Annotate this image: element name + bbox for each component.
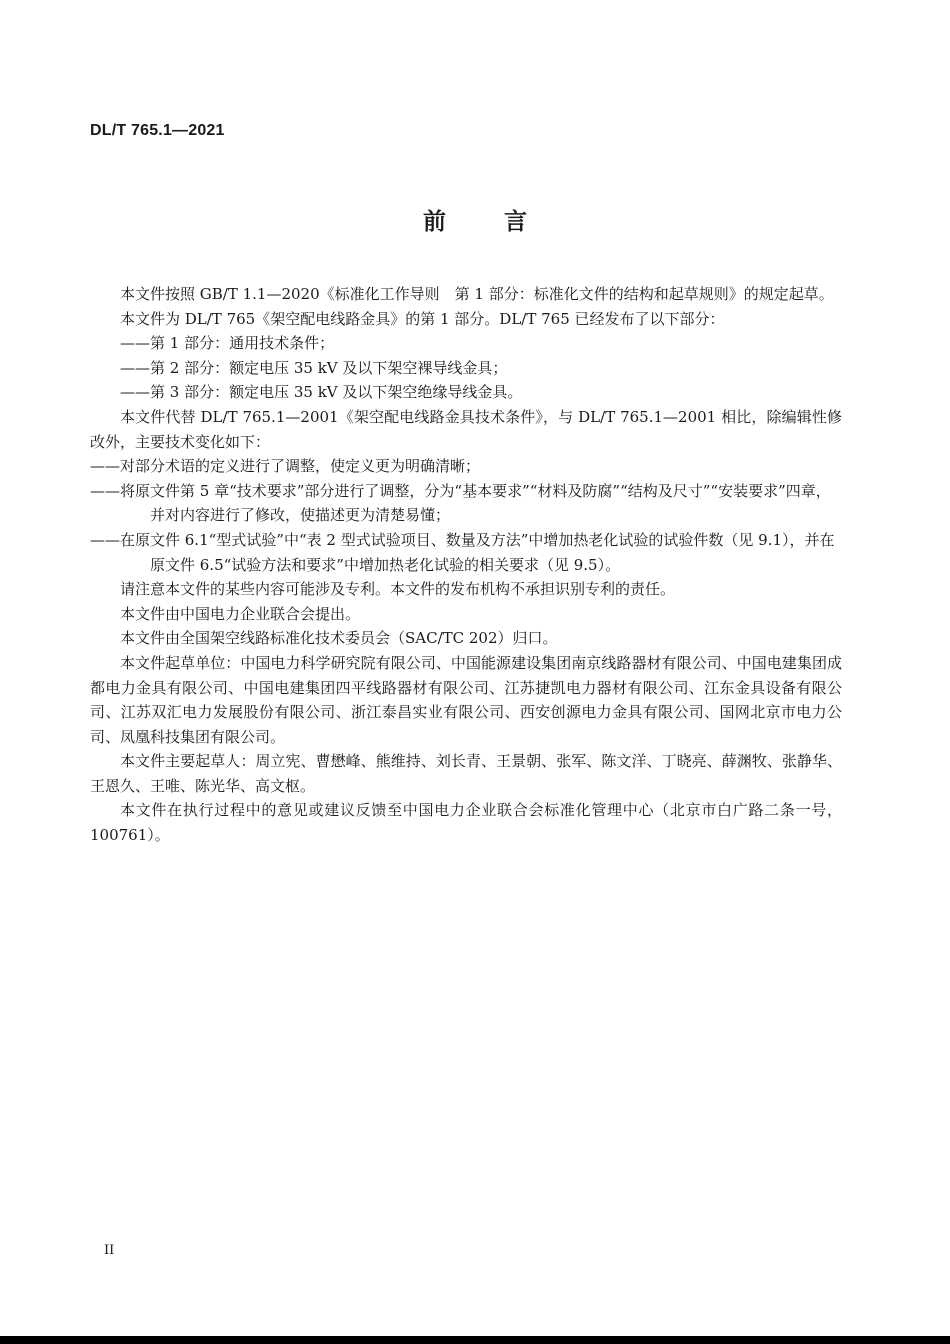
list-item-change-2: ——将原文件第 5 章“技术要求”部分进行了调整，分为“基本要求”“材料及防腐”“结构及尺寸”“安装要求”四章，并对内容进行了修改，使描述更为清楚易懂； [90, 481, 831, 525]
paragraph-proposer: 本文件由中国电力企业联合会提出。 [120, 604, 361, 623]
foreword-body [90, 282, 842, 848]
title-char-1: 前 [423, 209, 446, 235]
paragraph-drafters: 本文件主要起草人：周立宪、曹懋峰、熊维持、刘长青、王景朝、张军、陈文洋、丁晓亮、薛渊牧、张静华、王恩久、王唯、陈光华、高文枢。 [90, 752, 842, 795]
paragraph-technical-committee: 本文件由全国架空线路标准化技术委员会（SAC/TC 202）归口。 [120, 629, 558, 648]
paragraph-replacement: 本文件代替 DL/T 765.1—2001《架空配电线路金具技术条件》，与 DL/T 765.1—2001 相比，除编辑性修改外，主要技术变化如下： [90, 407, 842, 451]
paragraph-drafting-units: 本文件起草单位：中国电力科学研究院有限公司、中国能源建设集团南京线路器材有限公司、中国电建集团成都电力金具有限公司、中国电建集团四平线路器材有限公司、江苏捷凯电力器材有限公司、江东金具设备有限公司、江苏双汇电力发展股份有限公司、浙江泰昌实业有限公司、西安创源电力金具有限公司、国网北京市电力公司、凤凰科技集团有限公司。 [90, 653, 842, 746]
paragraph-drafting-rules: 本文件按照 GB/T 1.1—2020《标准化工作导则 第 1 部分：标准化文件的结构和起草规则》的规定起草。 [120, 285, 834, 303]
list-item-part-1: ——第 1 部分：通用技术条件； [120, 334, 335, 353]
paragraph-feedback: 本文件在执行过程中的意见或建议反馈至中国电力企业联合会标准化管理中心（北京市白广路二条一号，100761）。 [90, 801, 842, 845]
list-item-part-3: ——第 3 部分：额定电压 35 kV 及以下架空绝缘导线金具。 [120, 383, 523, 402]
list-item-change-1: ——对部分术语的定义进行了调整，使定义更为明确清晰； [90, 457, 481, 476]
bottom-bar [0, 1336, 950, 1344]
paragraph-part-series: 本文件为 DL/T 765《架空配电线路金具》的第 1 部分。DL/T 765 已经发布了以下部分： [120, 309, 725, 328]
foreword-title [0, 203, 950, 236]
list-item-change-3: ——在原文件 6.1“型式试验”中“表 2 型式试验项目、数量及方法”中增加热老化试验的试验件数（见 9.1），并在原文件 6.5“试验方法和要求”中增加热老化试验的相关要求（见 9.5）。 [90, 530, 835, 574]
list-item-part-2: ——第 2 部分：额定电压 35 kV 及以下架空裸导线金具； [120, 358, 508, 377]
title-char-2: 言 [504, 209, 527, 235]
document-code: DL/T 765.1—2021 [90, 122, 225, 139]
paragraph-patent-notice: 请注意本文件的某些内容可能涉及专利。本文件的发布机构不承担识别专利的责任。 [120, 580, 676, 599]
page-number: II [104, 1243, 115, 1258]
